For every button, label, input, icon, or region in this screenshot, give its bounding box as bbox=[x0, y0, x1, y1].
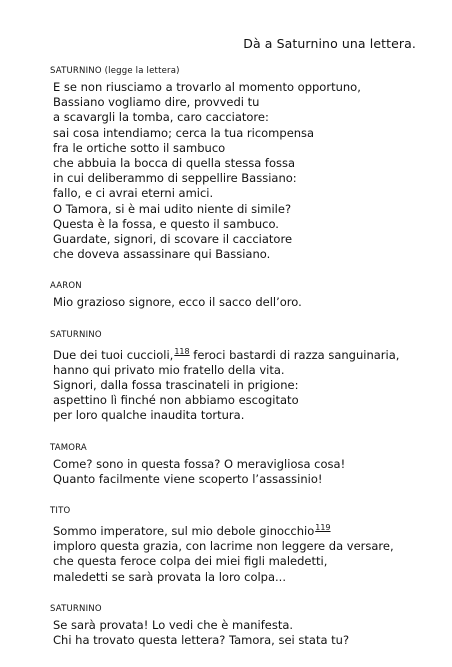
verse-text: Questa è la fossa, e questo il sambuco. bbox=[53, 216, 279, 231]
verse-line bbox=[53, 344, 430, 363]
verse-line bbox=[53, 457, 430, 472]
verse-lines bbox=[50, 618, 430, 648]
verse-text: che doveva assassinare qui Bassiano. bbox=[53, 247, 271, 262]
verse-line bbox=[53, 618, 430, 633]
verse-lines bbox=[50, 520, 430, 585]
speaker-name: SATURNINO bbox=[50, 603, 102, 614]
speech-block bbox=[50, 281, 430, 310]
speaker-heading bbox=[50, 506, 430, 517]
speaker-heading bbox=[50, 66, 430, 77]
verse-text: hanno qui privato mio fratello della vita. bbox=[53, 362, 285, 377]
verse-line bbox=[53, 141, 430, 156]
stage-note: (legge la lettera) bbox=[104, 66, 180, 76]
verse-text: maledetti se sarà provata la loro colpa... bbox=[53, 569, 286, 584]
speech-block bbox=[50, 330, 430, 424]
footnote-link[interactable]: 118 bbox=[174, 346, 190, 356]
speech-block bbox=[50, 443, 430, 487]
verse-text: Quanto facilmente viene scoperto l’assassinio! bbox=[53, 471, 323, 486]
speaker-heading bbox=[50, 330, 430, 341]
verse-text: a scavargli la tomba, caro cacciatore: bbox=[53, 110, 269, 125]
verse-line bbox=[53, 202, 430, 217]
verse-line bbox=[53, 363, 430, 378]
speaker-name: SATURNINO bbox=[50, 66, 102, 76]
verse-lines bbox=[50, 295, 430, 310]
verse-text: fra le ortiche sotto il sambuco bbox=[53, 140, 226, 155]
verse-line bbox=[53, 217, 430, 232]
verse-text: aspettino lì finché non abbiamo escogitato bbox=[53, 393, 299, 408]
verse-text: Signori, dalla fossa trascinateli in prigione: bbox=[53, 378, 299, 393]
verse-line bbox=[53, 378, 430, 393]
verse-text: O Tamora, si è mai udito niente di simile? bbox=[53, 201, 292, 216]
speaker-heading bbox=[50, 281, 430, 292]
verse-line bbox=[53, 393, 430, 408]
verse-text: Bassiano vogliamo dire, provvedi tu bbox=[53, 95, 260, 110]
speech-block bbox=[50, 604, 430, 648]
verse-text: Mio grazioso signore, ecco il sacco dell’oro. bbox=[53, 295, 302, 310]
verse-text: Come? sono in questa fossa? O meravigliosa cosa! bbox=[53, 456, 346, 471]
verse-text: Sommo imperatore, sul mio debole ginocchio bbox=[53, 524, 315, 539]
verse-text: che questa feroce colpa dei miei figli maledetti, bbox=[53, 554, 328, 569]
verse-line bbox=[53, 110, 430, 125]
verse-line bbox=[53, 472, 430, 487]
speaker-name: SATURNINO bbox=[50, 329, 102, 340]
verse-text: in cui deliberammo di seppellire Bassiano: bbox=[53, 171, 297, 186]
verse-line bbox=[53, 171, 430, 186]
verse-text-continuation: feroci bastardi di razza sanguinaria, bbox=[189, 347, 400, 362]
verse-text: Chi ha trovato questa lettera? Tamora, sei stata tu? bbox=[53, 633, 350, 648]
verse-line bbox=[53, 156, 430, 171]
verse-line bbox=[53, 633, 430, 648]
speaker-name: TITO bbox=[50, 506, 71, 517]
speaker-name: TAMORA bbox=[50, 442, 87, 453]
speaker-heading bbox=[50, 604, 430, 615]
verse-line bbox=[53, 80, 430, 95]
verse-text: Guardate, signori, di scovare il cacciatore bbox=[53, 232, 293, 247]
speaker-name: AARON bbox=[50, 281, 82, 292]
verse-line bbox=[53, 520, 430, 539]
speech-block bbox=[50, 506, 430, 585]
verse-line bbox=[53, 232, 430, 247]
verse-lines bbox=[50, 344, 430, 424]
speaker-heading bbox=[50, 443, 430, 454]
verse-text: E se non riusciamo a trovarlo al momento opportuno, bbox=[53, 80, 361, 94]
verse-line bbox=[53, 126, 430, 141]
speeches-container bbox=[50, 66, 430, 667]
verse-text: che abbuia la bocca di quella stessa fossa bbox=[53, 156, 296, 171]
verse-line bbox=[53, 95, 430, 110]
verse-text: fallo, e ci avrai eterni amici. bbox=[53, 186, 214, 201]
verse-lines bbox=[50, 80, 430, 262]
verse-line bbox=[53, 247, 430, 262]
verse-line bbox=[53, 554, 430, 569]
verse-lines bbox=[50, 457, 430, 487]
stage-direction: Dà a Saturnino una lettera. bbox=[243, 36, 416, 51]
verse-line bbox=[53, 186, 430, 201]
verse-line bbox=[53, 408, 430, 423]
verse-line bbox=[53, 570, 430, 585]
verse-text: per loro qualche inaudita tortura. bbox=[53, 408, 245, 423]
verse-text: imploro questa grazia, con lacrime non leggere da versare, bbox=[53, 539, 394, 554]
verse-text: Due dei tuoi cuccioli, bbox=[53, 347, 174, 362]
verse-text: sai cosa intendiamo; cerca la tua ricompensa bbox=[53, 125, 315, 140]
footnote-link[interactable]: 119 bbox=[315, 523, 331, 533]
speech-block bbox=[50, 66, 430, 262]
verse-line bbox=[53, 295, 430, 310]
verse-line bbox=[53, 539, 430, 554]
verse-text: Se sarà provata! Lo vedi che è manifesta. bbox=[53, 617, 294, 632]
